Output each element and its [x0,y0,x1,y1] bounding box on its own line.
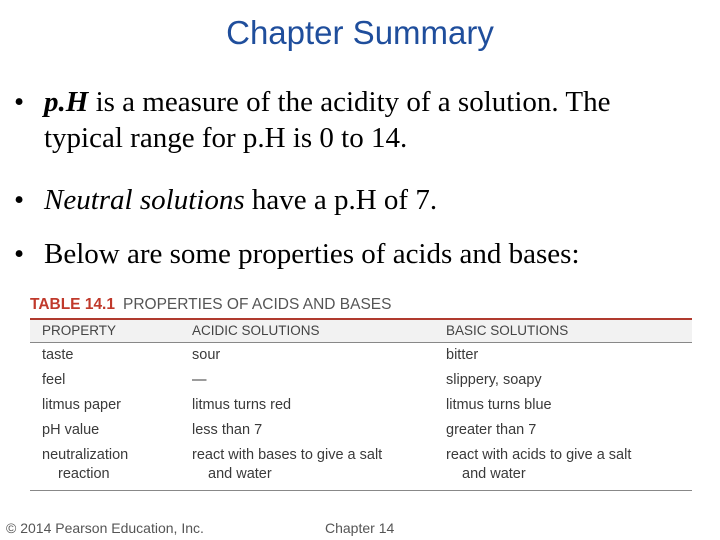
cell-acidic-line2: and water [208,466,272,482]
bullet-text [44,84,704,156]
cell-acidic [192,446,446,484]
bullet-ph-definition [14,84,704,156]
table-number: TABLE 14.1 [30,296,115,313]
table-bottom-rule [30,490,692,491]
table-row [30,443,692,487]
bullet-neutral [14,182,704,218]
cell-property-line2: reaction [58,466,110,482]
header-basic: BASIC SOLUTIONS [446,323,569,338]
table-row [30,368,692,393]
footer-copyright: © 2014 Pearson Education, Inc. [6,520,204,536]
header-property: PROPERTY [42,323,117,338]
cell-acidic: sour [192,347,221,363]
table-row [30,343,692,368]
header-acidic: ACIDIC SOLUTIONS [192,323,320,338]
bullet-dot: • [14,238,25,270]
cell-acidic: — [192,372,207,388]
bullet-text: Below are some properties of acids and bases: [44,238,580,270]
table-row [30,393,692,418]
bullet-emphasis: Neutral solutions [44,184,245,216]
bullet-dot: • [14,86,25,118]
footer-chapter: Chapter 14 [325,520,395,536]
cell-acidic: litmus turns red [192,397,292,413]
cell-basic: slippery, soapy [446,372,542,388]
cell-acidic-line1: react with bases to give a salt [192,447,383,463]
cell-basic [446,446,692,484]
table-header-row [30,318,692,343]
slide-title: Chapter Summary [226,14,494,51]
cell-property: feel [42,372,66,388]
bullet-properties-intro [14,236,704,272]
cell-property: pH value [42,422,100,438]
cell-basic-line2: and water [462,466,526,482]
properties-table [30,292,692,491]
bullet-body: have a p.H of 7. [244,184,438,216]
cell-property-line1: neutralization [42,447,129,463]
bullet-body-line2: typical range for p.H is 0 to 14. [44,122,408,154]
cell-basic-line1: react with acids to give a salt [446,447,632,463]
cell-property [30,446,192,484]
cell-acidic: less than 7 [192,422,263,438]
cell-basic: litmus turns blue [446,397,552,413]
cell-property: taste [42,347,74,363]
table-caption [30,292,692,318]
bullet-dot: • [14,184,25,216]
bullet-emphasis: p.H [44,86,89,118]
cell-property: litmus paper [42,397,121,413]
cell-basic: bitter [446,347,479,363]
bullet-text [44,182,704,218]
bullet-body: is a measure of the acidity of a solution. The [88,86,611,118]
table-row [30,418,692,443]
table-title: PROPERTIES OF ACIDS AND BASES [123,296,392,313]
cell-basic: greater than 7 [446,422,537,438]
